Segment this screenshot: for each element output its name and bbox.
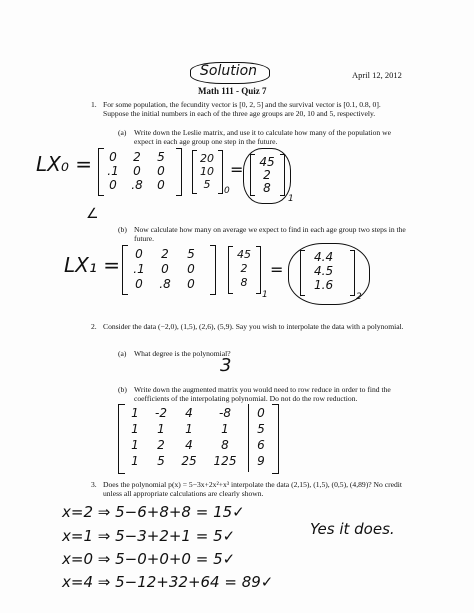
- q1a-v2: 5: [203, 178, 211, 191]
- q1a-m22: 0: [157, 178, 165, 192]
- q1b-v2: 8: [240, 276, 248, 289]
- q2b-label: (b): [118, 385, 127, 394]
- q2b-matrix-left-bracket: [118, 404, 125, 474]
- q2a-text: What degree is the polynomial?: [134, 349, 231, 358]
- q1a-m12: 0: [157, 164, 165, 178]
- q2b-m30: 1: [131, 454, 139, 468]
- q2b-m33: 125: [213, 454, 237, 468]
- quiz-date: April 12, 2012: [352, 70, 402, 80]
- q1b-matrix: [128, 247, 208, 293]
- q1b-r2: 1.6: [314, 278, 334, 292]
- q2b-augment-divider: [248, 404, 249, 472]
- q1a-lhs: LX₀ =: [36, 152, 92, 176]
- q3-work-line-2: x=1 ⇒ 5−3+2+1 = 5✓: [62, 527, 236, 545]
- q2b-m31: 5: [157, 454, 165, 468]
- q1a-vector-right-bracket: [218, 150, 223, 194]
- q1b-m02: 5: [187, 247, 195, 261]
- q1a-vector: [196, 152, 218, 192]
- q1b-result: [304, 250, 348, 294]
- q1a-result-subscript: 1: [288, 194, 294, 204]
- q1a-m00: 0: [109, 150, 117, 164]
- q2-number: 2.: [91, 322, 97, 331]
- q1b-m22: 0: [187, 277, 195, 291]
- q2b-m04: 0: [257, 406, 265, 420]
- q1-text: For some population, the fecundity vector is [0, 2, 5] and the survival vector is [0.1, 0.8, 0]. Suppose the initial numbers in each of the three age groups are 20, 10 and 5, respectively.: [103, 100, 381, 119]
- q1b-m20: 0: [135, 277, 143, 291]
- q1b-m12: 0: [187, 262, 195, 276]
- q2b-matrix: [126, 406, 266, 472]
- q1a-matrix: [104, 150, 174, 194]
- q1b-vector-right-bracket: [256, 246, 261, 294]
- q1a-v1: 10: [200, 165, 214, 178]
- q1-number: 1.: [91, 100, 97, 109]
- q1a-result-right-bracket: [280, 154, 285, 196]
- q2b-m14: 5: [257, 422, 265, 436]
- q1b-m00: 0: [135, 247, 143, 261]
- q1a-r2: 8: [263, 181, 271, 195]
- q2b-m11: 1: [157, 422, 165, 436]
- q3-conclusion: Yes it does.: [310, 520, 395, 538]
- q1a-m02: 5: [157, 150, 165, 164]
- q2b-m00: 1: [131, 406, 139, 420]
- q2b-m12: 1: [185, 422, 193, 436]
- q1a-m01: 2: [133, 150, 141, 164]
- q1b-text: Now calculate how many on average we expect to find in each age group two steps in the future.: [134, 225, 406, 244]
- q2b-m13: 1: [221, 422, 229, 436]
- q2b-m24: 6: [257, 438, 265, 452]
- q2-text: Consider the data (−2,0), (1,5), (2,6), (5,9). Say you wish to interpolate the data with a polynomial.: [103, 322, 404, 331]
- q2b-m03: -8: [219, 406, 231, 420]
- q1b-m10: .1: [133, 262, 145, 276]
- q2b-m20: 1: [131, 438, 139, 452]
- q1b-equals: =: [270, 260, 284, 279]
- q3-work-line-3: x=0 ⇒ 5−0+0+0 = 5✓: [62, 550, 236, 568]
- q1b-result-subscript: 2: [356, 292, 362, 302]
- solution-title: Solution: [200, 63, 258, 79]
- q1b-v1: 2: [240, 262, 248, 275]
- q1a-m10: .1: [107, 164, 119, 178]
- q1b-v0: 45: [237, 248, 251, 261]
- q3-work-line-1: x=2 ⇒ 5−6+8+8 = 15✓: [62, 503, 245, 521]
- q3-number: 3.: [91, 480, 97, 489]
- q2b-m01: -2: [155, 406, 167, 420]
- q2b-m34: 9: [257, 454, 265, 468]
- q2a-label: (a): [118, 349, 127, 358]
- q1b-lhs: LX₁ =: [64, 253, 120, 277]
- q1a-equals: =: [230, 160, 244, 179]
- q1a-v0: 20: [200, 152, 214, 165]
- q1a-text: Write down the Leslie matrix, and use it to calculate how many of the population we expect in each age group one step in the future.: [134, 128, 391, 147]
- q3-text: Does the polynomial p(x) = 5−3x+2x²+x³ interpolate the data (2,15), (1,5), (0,5), (4,89)? No credit unless all appropriate calculations are clearly shown.: [103, 480, 402, 499]
- q2a-answer: 3: [220, 355, 232, 376]
- q1b-m11: 0: [161, 262, 169, 276]
- q2b-m10: 1: [131, 422, 139, 436]
- q1b-label: (b): [118, 225, 127, 234]
- q2b-m02: 4: [185, 406, 193, 420]
- q1b-m01: 2: [161, 247, 169, 261]
- q2b-m32: 25: [181, 454, 197, 468]
- q3-work-line-4: x=4 ⇒ 5−12+32+64 = 89✓: [62, 573, 274, 591]
- q2b-m22: 4: [185, 438, 193, 452]
- q1a-vector-subscript: 0: [224, 186, 230, 196]
- q1b-vector-subscript: 1: [262, 290, 268, 300]
- q2b-m23: 8: [221, 438, 229, 452]
- q2b-text: Write down the augmented matrix you would need to row reduce in order to find the coefficients of the interpolating polynomial. Do not do the row reduction.: [134, 385, 391, 404]
- q1a-matrix-right-bracket: [176, 148, 182, 196]
- q2b-matrix-right-bracket: [272, 404, 279, 474]
- q1b-vector: [232, 248, 256, 292]
- q1a-m21: .8: [131, 178, 143, 192]
- q1a-r1: 2: [263, 168, 271, 182]
- q1b-m21: .8: [159, 277, 171, 291]
- q1b-r0: 4.4: [314, 250, 334, 264]
- q1b-matrix-right-bracket: [210, 245, 216, 295]
- q1b-r1: 4.5: [314, 264, 334, 278]
- q1a-result: [254, 155, 280, 195]
- q1a-r0: 45: [259, 155, 275, 169]
- q1b-result-right-bracket: [350, 250, 355, 296]
- q1a-m20: 0: [109, 178, 117, 192]
- course-title: Math 111 - Quiz 7: [198, 86, 267, 96]
- q1a-label: (a): [118, 128, 127, 137]
- q2b-augment-column: [252, 406, 272, 472]
- q1a-m11: 0: [133, 164, 141, 178]
- check-mark-q1a: ∠: [86, 206, 99, 222]
- q2b-m21: 2: [157, 438, 165, 452]
